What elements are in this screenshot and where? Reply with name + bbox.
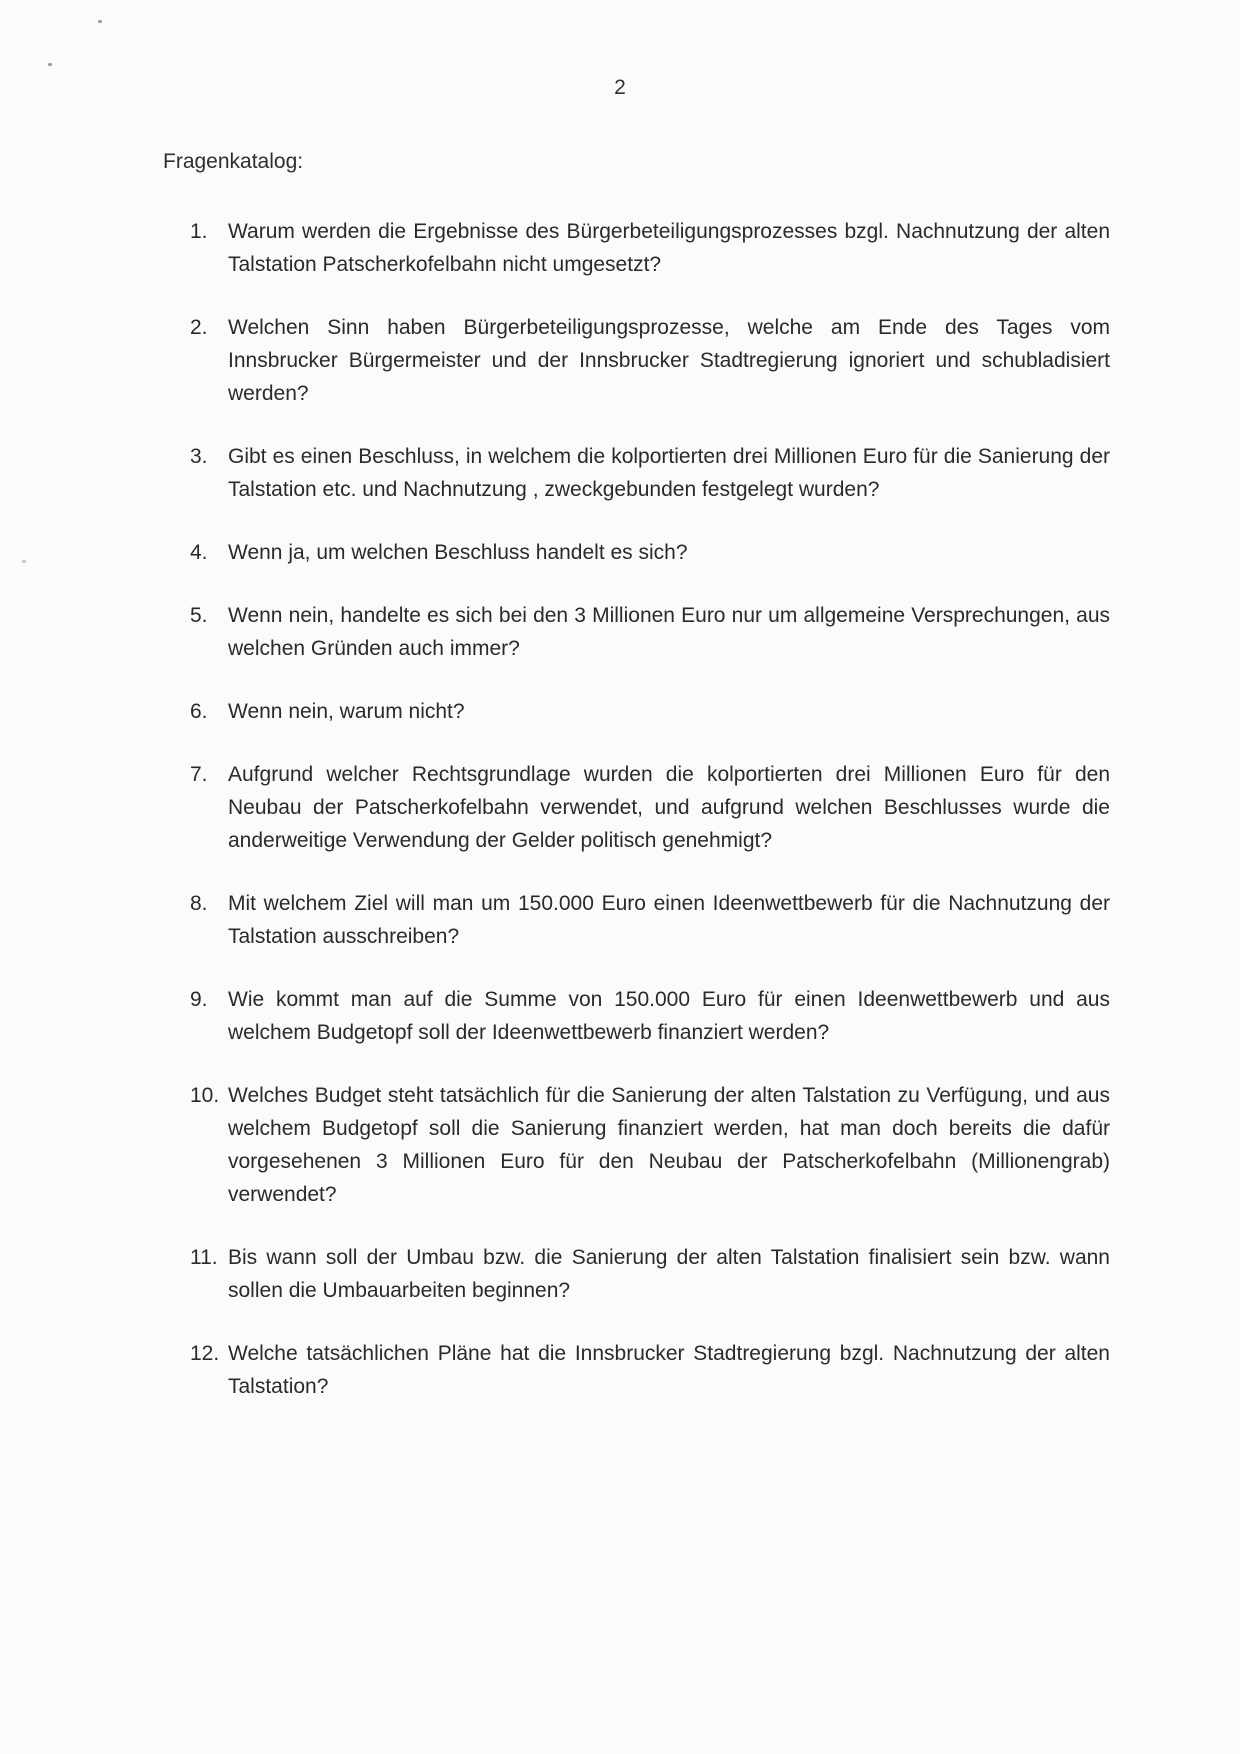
question-item <box>190 215 1110 281</box>
question-text: Welchen Sinn haben Bürgerbeteiligungsprozesse, welche am Ende des Tages vom Innsbrucker Bürgermeister und der Innsbrucker Stadtregierung ignoriert und schubladisiert werden? <box>228 316 1110 405</box>
question-item <box>190 440 1110 506</box>
question-item <box>190 758 1110 857</box>
question-item <box>190 1337 1110 1403</box>
question-number: 7. <box>190 763 208 786</box>
question-text: Bis wann soll der Umbau bzw. die Sanierung der alten Talstation finalisiert sein bzw. wann sollen die Umbauarbeiten beginnen? <box>228 1246 1110 1302</box>
question-text: Gibt es einen Beschluss, in welchem die kolportierten drei Millionen Euro für die Sanierung der Talstation etc. und Nachnutzung , zweckgebunden festgelegt wurden? <box>228 445 1110 501</box>
question-item <box>190 887 1110 953</box>
question-item <box>190 536 1110 569</box>
question-text: Warum werden die Ergebnisse des Bürgerbeteiligungsprozesses bzgl. Nachnutzung der alten Talstation Patscherkofelbahn nicht umgesetzt? <box>228 220 1110 276</box>
question-list <box>190 215 1110 1433</box>
question-item <box>190 1079 1110 1211</box>
question-number: 12. <box>190 1342 220 1365</box>
question-number: 1. <box>190 220 208 243</box>
question-text: Aufgrund welcher Rechtsgrundlage wurden die kolportierten drei Millionen Euro für den Neubau der Patscherkofelbahn verwendet, und aufgrund welchen Beschlusses wurde die anderweitige Verwendung der Gelder politisch genehmigt? <box>228 763 1110 852</box>
question-text: Welches Budget steht tatsächlich für die Sanierung der alten Talstation zu Verfügung, und aus welchem Budgetopf soll die Sanierung finanziert werden, hat man doch bereits die dafür vorgesehenen 3 Millionen Euro für den Neubau der Patscherkofelbahn (Millionengrab) verwendet? <box>228 1084 1110 1206</box>
question-number: 6. <box>190 700 208 723</box>
question-text: Wenn nein, handelte es sich bei den 3 Millionen Euro nur um allgemeine Versprechungen, aus welchen Gründen auch immer? <box>228 604 1110 660</box>
question-number: 2. <box>190 316 208 339</box>
question-number: 9. <box>190 988 208 1011</box>
question-item <box>190 1241 1110 1307</box>
question-text: Wenn nein, warum nicht? <box>228 700 465 723</box>
question-item <box>190 599 1110 665</box>
page-heading: Fragenkatalog: <box>163 150 304 173</box>
question-number: 10. <box>190 1084 220 1107</box>
question-text: Wie kommt man auf die Summe von 150.000 Euro für einen Ideenwettbewerb und aus welchem Budgetopf soll der Ideenwettbewerb finanziert werden? <box>228 988 1110 1044</box>
question-number: 8. <box>190 892 208 915</box>
question-text: Wenn ja, um welchen Beschluss handelt es sich? <box>228 541 688 564</box>
question-number: 3. <box>190 445 208 468</box>
question-number: 5. <box>190 604 208 627</box>
question-number: 4. <box>190 541 208 564</box>
scan-speck <box>98 20 102 23</box>
question-item <box>190 983 1110 1049</box>
question-text: Welche tatsächlichen Pläne hat die Innsbrucker Stadtregierung bzgl. Nachnutzung der alten Talstation? <box>228 1342 1110 1398</box>
scan-speck <box>48 63 52 66</box>
question-text: Mit welchem Ziel will man um 150.000 Euro einen Ideenwettbewerb für die Nachnutzung der Talstation ausschreiben? <box>228 892 1110 948</box>
question-number: 11. <box>190 1246 218 1269</box>
scan-speck <box>22 560 26 563</box>
question-item <box>190 311 1110 410</box>
page-number: 2 <box>614 76 626 99</box>
question-item <box>190 695 1110 728</box>
